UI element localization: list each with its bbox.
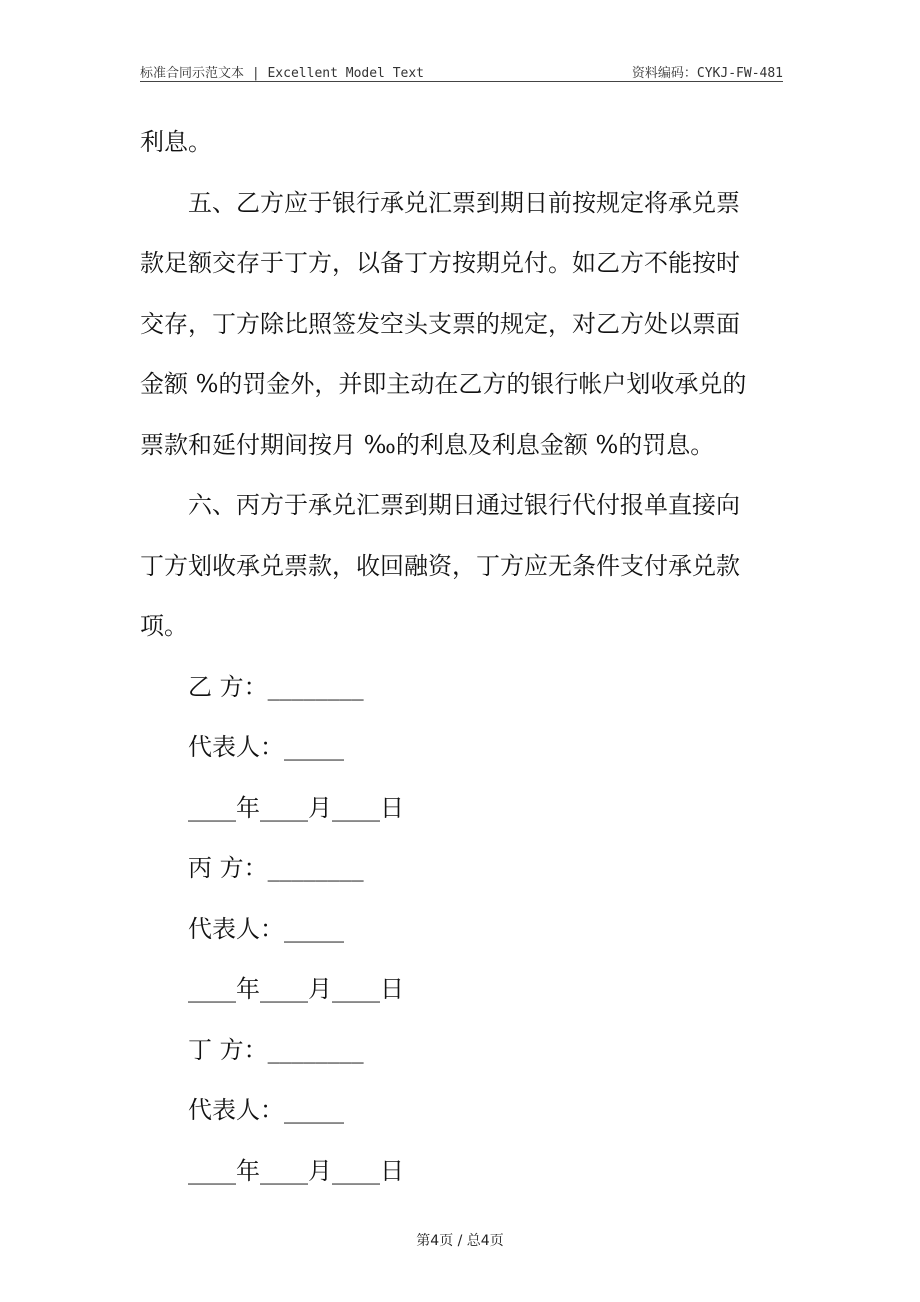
continuation-text: 利息。 [140, 128, 212, 156]
clause-5: 五、乙方应于银行承兑汇票到期日前按规定将承兑票款足额交存于丁方，以备丁方按期兑付。如乙方不能按时交存，丁方除比照签发空头支票的规定，对乙方处以票面金额 %的罚金外，并即主动在乙方的银行帐户划收承兑的票款和延付期间按月 ‰的利息及利息金额 %的罚息。 [140, 188, 747, 459]
signature-block-bing [140, 838, 760, 1020]
document-code: 资料编码：CYKJ-FW-481 [631, 66, 783, 81]
clause-6: 六、丙方于承兑汇票到期日通过银行代付报单直接向丁方划收承兑票款，收回融资，丁方应无条件支付承兑款项。 [140, 491, 740, 640]
signature-block-yi [140, 657, 760, 839]
document-body [140, 112, 760, 1201]
header-left-text: 标准合同示范文本 | Excellent Model Text [140, 66, 425, 81]
representative-line: 代表人：_____ [188, 733, 344, 761]
representative-line: 代表人：_____ [188, 1096, 344, 1124]
party-line: 乙 方：________ [188, 672, 364, 701]
page-header [140, 62, 783, 82]
date-line: ____年____月____日 [188, 1156, 404, 1185]
representative-line: 代表人：_____ [188, 914, 344, 943]
page-number: 第4页 / 总4页 [416, 1233, 504, 1249]
party-line: 丁 方：________ [188, 1035, 364, 1064]
party-line: 丙 方：________ [188, 854, 364, 882]
date-line: ____年____月____日 [188, 793, 404, 822]
date-line: ____年____月____日 [188, 975, 404, 1003]
signature-block-ding [140, 1020, 760, 1202]
header-divider [140, 81, 783, 82]
